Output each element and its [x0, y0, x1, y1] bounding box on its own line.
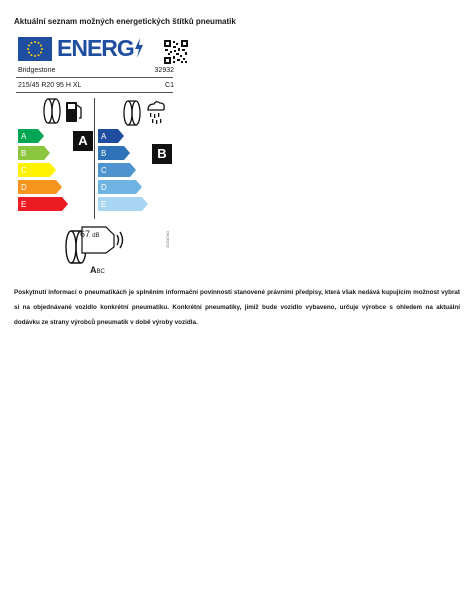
tyre-size: 215/45 R20 95 H XL [18, 82, 82, 89]
fuel-efficiency-icon [42, 96, 84, 126]
fuel-rating-badge: A [73, 131, 93, 151]
tyre-class: C1 [165, 82, 174, 89]
column-divider [94, 98, 95, 219]
eu-flag-icon [18, 37, 52, 61]
wet-label-d: D [101, 183, 107, 192]
fuel-efficiency-scale [18, 129, 80, 217]
fuel-label-b: B [21, 149, 27, 158]
fuel-label-a: A [21, 132, 27, 141]
energy-logo-text: ENERG [57, 35, 144, 62]
wet-grip-icon [122, 96, 166, 128]
wet-label-e: E [101, 200, 107, 209]
brand-name: Bridgestone [18, 67, 56, 74]
tyre-energy-label [14, 28, 176, 274]
fuel-label-e: E [21, 200, 27, 209]
wet-label-b: B [101, 149, 107, 158]
regulation-code: 2020/740 [165, 231, 170, 248]
fuel-label-c: C [21, 166, 27, 175]
wet-grip-scale [98, 129, 160, 217]
energy-header [18, 34, 168, 62]
wet-label-a: A [101, 132, 107, 141]
qr-code-icon [164, 40, 188, 64]
fuel-label-d: D [21, 183, 27, 192]
lightning-icon [134, 38, 144, 58]
disclaimer-text: Poskytnutí informací o pneumatikách je splněním informační povinnosti stanovené právními předpisy, která však nedává kupujícím možnost vybrat si na objednávané vozidlo konkrétní pneumatiku. Konkrétní pneumatiky, jimiž bude vozidlo vybaveno, určuje výrobce s ohledem na aktuální dodávku ze strany výrobců pneumatik v době výroby vozidla. [14, 289, 460, 326]
model-code: 32932 [154, 67, 174, 74]
wet-rating-badge: B [152, 144, 172, 164]
divider [16, 92, 173, 93]
noise-class: ABC [90, 265, 105, 275]
wet-label-c: C [101, 166, 107, 175]
noise-value: 67 dB [80, 229, 100, 239]
page-title: Aktuální seznam možných energetických štítků pneumatik [14, 17, 236, 26]
divider [16, 77, 173, 78]
